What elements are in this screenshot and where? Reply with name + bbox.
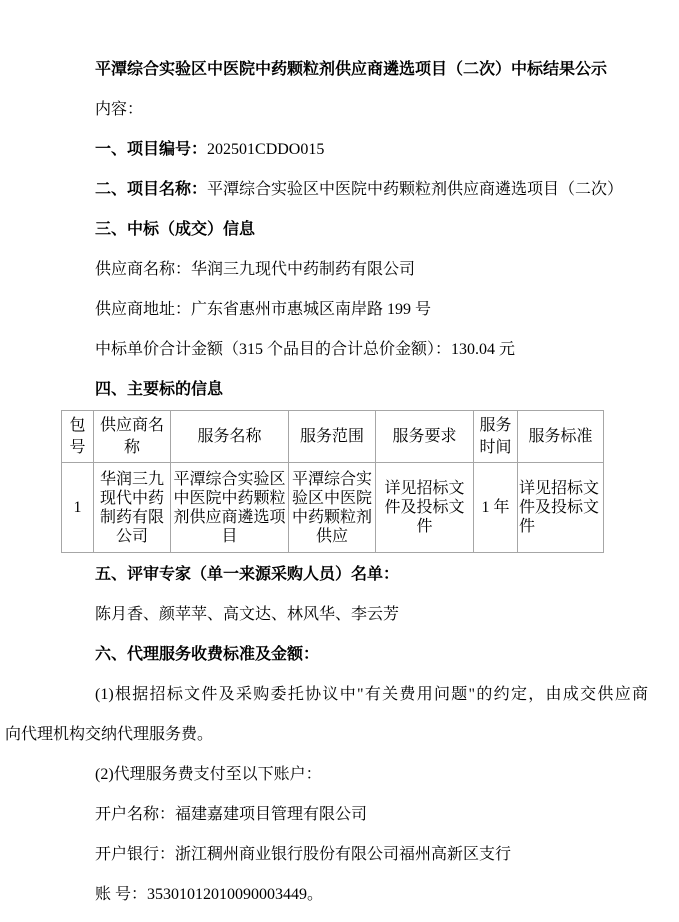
project-number-value: 202501CDDO015 — [207, 141, 325, 158]
page-title: 平潭综合实验区中医院中药颗粒剂供应商遴选项目（二次）中标结果公示 — [95, 61, 608, 78]
account-name-line: 开户名称：福建嘉建项目管理有限公司 — [95, 806, 368, 823]
col-header-package-no: 包号 — [62, 411, 94, 463]
cell-service-name: 平潭综合实验区中医院中药颗粒剂供应商遴选项目 — [171, 463, 289, 553]
post-table-sections — [5, 555, 648, 915]
col-header-service-requirement: 服务要求 — [376, 411, 474, 463]
account-number-line: 账 号：35301012010090003449。 — [95, 886, 324, 903]
cell-service-scope: 平潭综合实验区中医院中药颗粒剂供应 — [289, 463, 376, 553]
col-header-service-standard: 服务标准 — [518, 411, 604, 463]
col-header-service-period: 服务时间 — [474, 411, 518, 463]
content-label: 内容： — [95, 101, 144, 118]
cell-package-no: 1 — [62, 463, 94, 553]
project-number-line — [5, 130, 648, 170]
experts-names: 陈月香、颜苹苹、高文达、林风华、李云芳 — [95, 606, 400, 623]
col-header-service-scope: 服务范围 — [289, 411, 376, 463]
cell-service-requirement: 详见招标文件及投标文件 — [376, 463, 474, 553]
col-header-service-name: 服务名称 — [171, 411, 289, 463]
award-amount-line: 中标单价合计金额（315 个品目的合计总价金额）：130.04 元 — [95, 341, 516, 358]
experts-heading: 五、评审专家（单一来源采购人员）名单： — [95, 566, 400, 583]
col-header-supplier: 供应商名称 — [94, 411, 171, 463]
supplier-name-line: 供应商名称：华润三九现代中药制药有限公司 — [95, 261, 416, 278]
agency-fee-clause2: (2)代理服务费支付至以下账户： — [95, 766, 322, 783]
bank-name-line: 开户银行：浙江稠州商业银行股份有限公司福州高新区支行 — [95, 846, 512, 863]
project-number-label: 一、项目编号： — [95, 141, 208, 158]
table-row — [62, 463, 604, 553]
project-name-line — [5, 170, 648, 210]
cell-service-period: 1 年 — [474, 463, 518, 553]
subject-info-heading: 四、主要标的信息 — [95, 381, 224, 398]
project-name-value: 平潭综合实验区中医院中药颗粒剂供应商遴选项目（二次） — [207, 181, 624, 198]
subject-table — [61, 410, 604, 553]
agency-fee-clause1-line2: 向代理机构交纳代理服务费。 — [5, 726, 214, 743]
agency-fee-clause1-line1: (1)根据招标文件及采购委托协议中"有关费用问题"的约定，由成交供应商 — [95, 686, 648, 703]
supplier-address-line: 供应商地址：广东省惠州市惠城区南岸路 199 号 — [95, 301, 432, 318]
agency-fee-heading: 六、代理服务收费标准及金额： — [95, 646, 320, 663]
cell-service-standard: 详见招标文件及投标文件 — [518, 463, 604, 553]
table-header-row — [62, 411, 604, 463]
cell-supplier: 华润三九现代中药制药有限公司 — [94, 463, 171, 553]
award-info-heading: 三、中标（成交）信息 — [95, 221, 256, 238]
project-name-label: 二、项目名称： — [95, 181, 208, 198]
